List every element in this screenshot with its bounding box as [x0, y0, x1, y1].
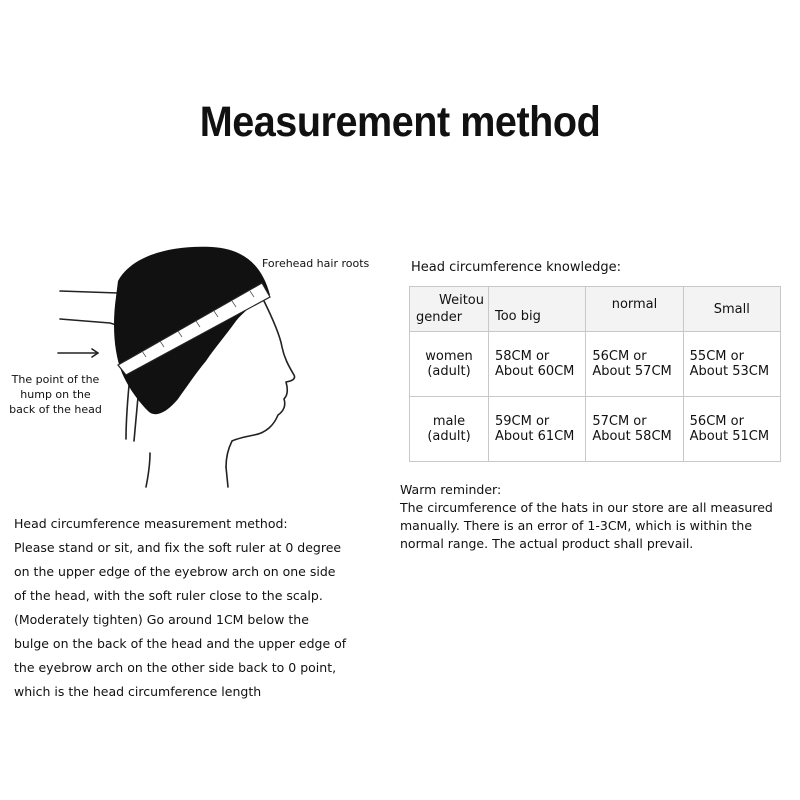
gender-cell: male (adult) [410, 397, 489, 462]
column-header-too-big: Too big [489, 287, 586, 332]
measurement-method-text [14, 512, 384, 704]
method-line: bulge on the back of the head and the upper edge of [14, 636, 347, 651]
size-cell: 56CM or About 51CM [683, 397, 780, 462]
gender-cell: women (adult) [410, 332, 489, 397]
size-cell: 55CM or About 53CM [683, 332, 780, 397]
method-line: the eyebrow arch on the other side back to 0 point, [14, 660, 337, 675]
forehead-label: Forehead hair roots [262, 257, 370, 270]
warm-reminder [400, 481, 795, 553]
column-header-small: Small [683, 287, 780, 332]
corner-label-weitou: Weitou [439, 293, 484, 308]
table-corner-cell [410, 287, 489, 332]
method-line: on the upper edge of the eyebrow arch on one side [14, 564, 336, 579]
size-cell: 56CM or About 57CM [586, 332, 683, 397]
reminder-line: The circumference of the hats in our store are all measured [400, 500, 773, 515]
method-line: (Moderately tighten) Go around 1CM below the [14, 612, 309, 627]
size-cell: 57CM or About 58CM [586, 397, 683, 462]
page-title: Measurement method [199, 98, 601, 146]
reminder-heading: Warm reminder: [400, 482, 502, 497]
method-line: Head circumference measurement method: [14, 516, 288, 531]
face-outline [226, 297, 295, 467]
neck-outline [146, 453, 228, 487]
table-header-row [410, 287, 781, 332]
reminder-line: manually. There is an error of 1-3CM, which is within the [400, 518, 753, 533]
hump-label: The point of the hump on the back of the head [9, 373, 102, 416]
column-header-normal: normal [586, 287, 683, 332]
table-row [410, 397, 781, 462]
method-line: of the head, with the soft ruler close to the scalp. [14, 588, 323, 603]
method-line: which is the head circumference length [14, 684, 262, 699]
size-cell: 58CM or About 60CM [489, 332, 586, 397]
corner-label-gender: gender [416, 310, 463, 325]
size-cell: 59CM or About 61CM [489, 397, 586, 462]
method-line: Please stand or sit, and fix the soft ruler at 0 degree [14, 540, 342, 555]
circumference-table [409, 286, 781, 462]
knowledge-heading: Head circumference knowledge: [411, 260, 621, 275]
table-row [410, 332, 781, 397]
reminder-line: normal range. The actual product shall prevail. [400, 536, 694, 551]
